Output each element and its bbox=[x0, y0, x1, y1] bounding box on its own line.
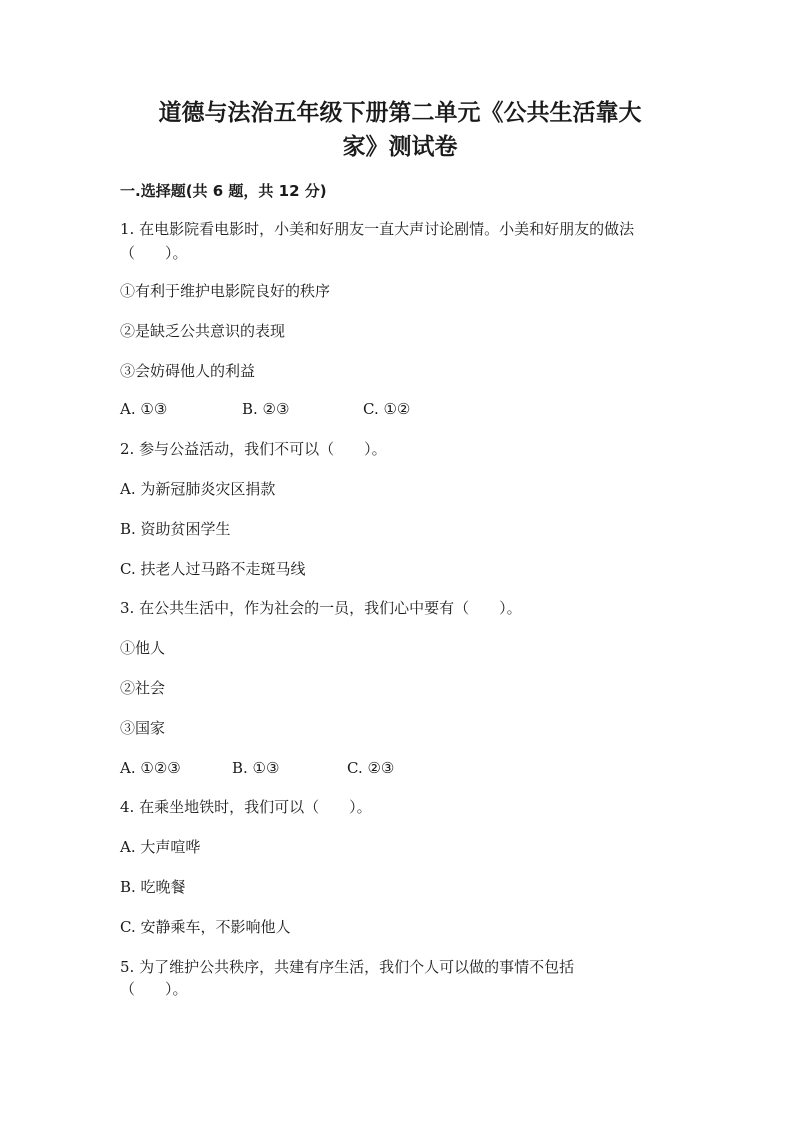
question-4-option-b: B. 吃晚餐 bbox=[120, 878, 186, 896]
question-2-option-c: C. 扶老人过马路不走斑马线 bbox=[120, 560, 306, 578]
question-3-option-c: C. ②③ bbox=[347, 759, 395, 777]
question-1-stem: 1. 在电影院看电影时，小美和好朋友一直大声讨论剧情。小美和好朋友的做法 bbox=[120, 220, 635, 238]
question-3-option-a: A. ①②③ bbox=[120, 759, 181, 777]
question-4-option-a: A. 大声喧哗 bbox=[120, 838, 201, 856]
question-1-stem-cont: （ ）。 bbox=[120, 244, 188, 262]
page-title bbox=[100, 96, 700, 164]
question-3-option-b: B. ①③ bbox=[232, 759, 280, 777]
question-2-option-a: A. 为新冠肺炎灾区捐款 bbox=[120, 480, 276, 498]
question-1-statement-1: ①有利于维护电影院良好的秩序 bbox=[120, 282, 331, 300]
question-2-option-b: B. 资助贫困学生 bbox=[120, 520, 231, 538]
question-2-stem: 2. 参与公益活动，我们不可以（ ）。 bbox=[120, 440, 387, 458]
question-3-statement-3: ③国家 bbox=[120, 719, 166, 737]
question-3-statement-1: ①他人 bbox=[120, 639, 166, 657]
question-4-option-c: C. 安静乘车，不影响他人 bbox=[120, 918, 291, 936]
question-1-option-b: B. ②③ bbox=[242, 400, 290, 418]
question-3-statement-2: ②社会 bbox=[120, 679, 166, 697]
question-5-stem-cont: （ ）。 bbox=[120, 980, 188, 998]
question-4-stem: 4. 在乘坐地铁时，我们可以（ ）。 bbox=[120, 798, 372, 816]
question-5-stem: 5. 为了维护公共秩序，共建有序生活，我们个人可以做的事情不包括 bbox=[120, 958, 575, 976]
section-heading: 一.选择题(共 6 题，共 12 分) bbox=[120, 182, 327, 200]
question-1-statement-2: ②是缺乏公共意识的表现 bbox=[120, 322, 286, 340]
question-1-option-c: C. ①② bbox=[363, 400, 411, 418]
page-title-line-1: 道德与法治五年级下册第二单元《公共生活靠大 bbox=[158, 100, 642, 126]
question-3-stem: 3. 在公共生活中，作为社会的一员，我们心中要有（ ）。 bbox=[120, 599, 522, 617]
question-1-option-a: A. ①③ bbox=[120, 400, 168, 418]
question-1-statement-3: ③会妨碍他人的利益 bbox=[120, 362, 256, 380]
page-title-line-2: 家》测试卷 bbox=[342, 134, 458, 160]
